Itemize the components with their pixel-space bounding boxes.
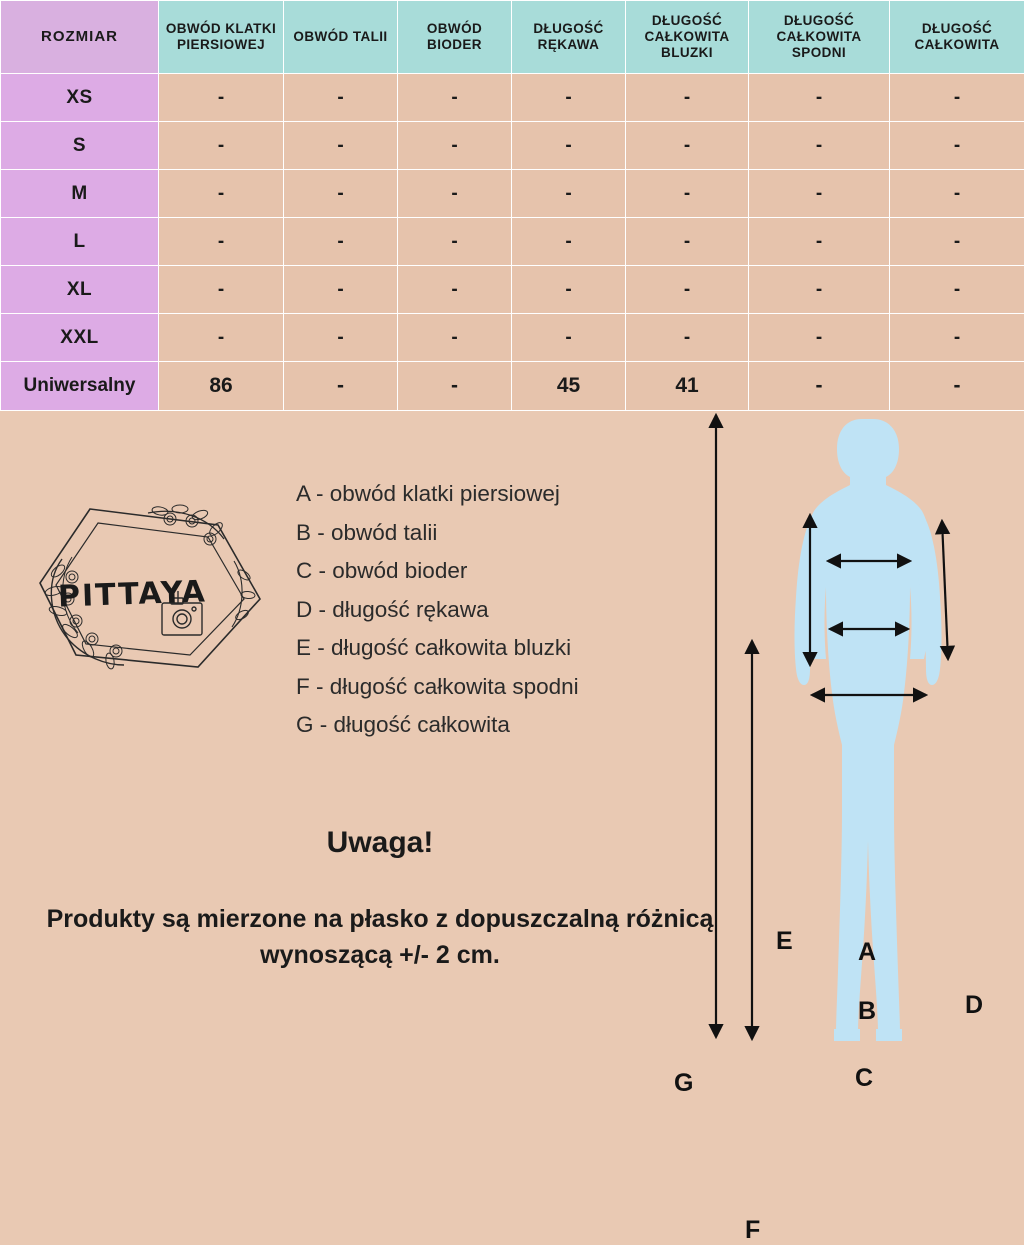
label-c: C (855, 1064, 873, 1093)
column-header-pants-length: DŁUGOŚĆ CAŁKOWITA SPODNI (749, 1, 890, 74)
row-size-label: XL (1, 266, 159, 314)
table-row (1, 362, 1024, 411)
cell-total-length: - (890, 362, 1024, 411)
column-header-total-length: DŁUGOŚĆ CAŁKOWITA (890, 1, 1024, 74)
cell-hips: - (398, 362, 512, 411)
label-a: A (858, 938, 876, 967)
table-row (1, 218, 1024, 266)
row-size-label: XXL (1, 314, 159, 362)
table-body (1, 74, 1024, 411)
table-row (1, 74, 1024, 122)
cell-pants-length: - (749, 170, 890, 218)
column-header-size: ROZMIAR (1, 1, 159, 74)
label-b: B (858, 997, 876, 1026)
notice-title: Uwaga! (0, 826, 760, 860)
row-size-label: XS (1, 74, 159, 122)
cell-chest: - (159, 74, 284, 122)
legend-item: A - obwód klatki piersiowej (296, 483, 716, 506)
cell-waist: - (284, 266, 398, 314)
table-row (1, 122, 1024, 170)
cell-sleeve: - (512, 122, 626, 170)
cell-pants-length: - (749, 122, 890, 170)
cell-pants-length: - (749, 266, 890, 314)
legend-item: B - obwód talii (296, 522, 716, 545)
legend-item: C - obwód bioder (296, 560, 716, 583)
cell-waist: - (284, 218, 398, 266)
cell-waist: - (284, 362, 398, 411)
cell-blouse-length: - (626, 314, 749, 362)
column-header-hips: OBWÓD BIODER (398, 1, 512, 74)
cell-total-length: - (890, 218, 1024, 266)
cell-blouse-length: - (626, 266, 749, 314)
cell-total-length: - (890, 74, 1024, 122)
cell-chest: - (159, 122, 284, 170)
cell-blouse-length: - (626, 218, 749, 266)
cell-blouse-length: 41 (626, 362, 749, 411)
cell-total-length: - (890, 266, 1024, 314)
label-e: E (776, 927, 793, 956)
size-table (0, 0, 1024, 411)
cell-sleeve: 45 (512, 362, 626, 411)
column-header-sleeve: DŁUGOŚĆ RĘKAWA (512, 1, 626, 74)
cell-sleeve: - (512, 218, 626, 266)
cell-chest: - (159, 170, 284, 218)
table-row (1, 314, 1024, 362)
cell-waist: - (284, 122, 398, 170)
column-header-waist: OBWÓD TALII (284, 1, 398, 74)
cell-chest: - (159, 266, 284, 314)
cell-chest: - (159, 314, 284, 362)
cell-pants-length: - (749, 218, 890, 266)
legend-item: E - długość całkowita bluzki (296, 637, 716, 660)
notice-body: Produkty są mierzone na płasko z dopuszczalną różnicą wynoszącą +/- 2 cm. (0, 901, 760, 974)
row-size-label: S (1, 122, 159, 170)
column-header-chest: OBWÓD KLATKI PIERSIOWEJ (159, 1, 284, 74)
cell-hips: - (398, 314, 512, 362)
label-g: G (674, 1069, 693, 1098)
brand-logo (28, 499, 278, 684)
row-size-label: M (1, 170, 159, 218)
cell-waist: - (284, 314, 398, 362)
table-header (1, 1, 1024, 74)
total-length-arrow-icon (698, 411, 728, 1041)
cell-blouse-length: - (626, 170, 749, 218)
cell-waist: - (284, 170, 398, 218)
table-row (1, 170, 1024, 218)
legend-item: G - długość całkowita (296, 714, 716, 737)
cell-blouse-length: - (626, 122, 749, 170)
column-header-blouse-length: DŁUGOŚĆ CAŁKOWITA BLUZKI (626, 1, 749, 74)
cell-pants-length: - (749, 314, 890, 362)
cell-chest: 86 (159, 362, 284, 411)
cell-sleeve: - (512, 74, 626, 122)
label-f: F (745, 1216, 760, 1245)
cell-sleeve: - (512, 314, 626, 362)
cell-total-length: - (890, 122, 1024, 170)
cell-chest: - (159, 218, 284, 266)
cell-hips: - (398, 122, 512, 170)
row-size-label: L (1, 218, 159, 266)
cell-blouse-length: - (626, 74, 749, 122)
measurement-figure (734, 411, 1024, 1041)
cell-sleeve: - (512, 266, 626, 314)
cell-hips: - (398, 74, 512, 122)
legend-item: F - długość całkowita spodni (296, 676, 716, 699)
cell-hips: - (398, 218, 512, 266)
measurement-legend (296, 483, 716, 753)
cell-pants-length: - (749, 362, 890, 411)
label-d: D (965, 991, 983, 1020)
cell-waist: - (284, 74, 398, 122)
cell-total-length: - (890, 314, 1024, 362)
row-size-label: Uniwersalny (1, 362, 159, 411)
cell-hips: - (398, 170, 512, 218)
legend-item: D - długość rękawa (296, 599, 716, 622)
cell-total-length: - (890, 170, 1024, 218)
brand-name: PITTAYA (57, 574, 207, 614)
table-row (1, 266, 1024, 314)
table-header-row (1, 1, 1024, 74)
cell-hips: - (398, 266, 512, 314)
cell-pants-length: - (749, 74, 890, 122)
cell-sleeve: - (512, 170, 626, 218)
legend-section (0, 411, 1024, 1041)
